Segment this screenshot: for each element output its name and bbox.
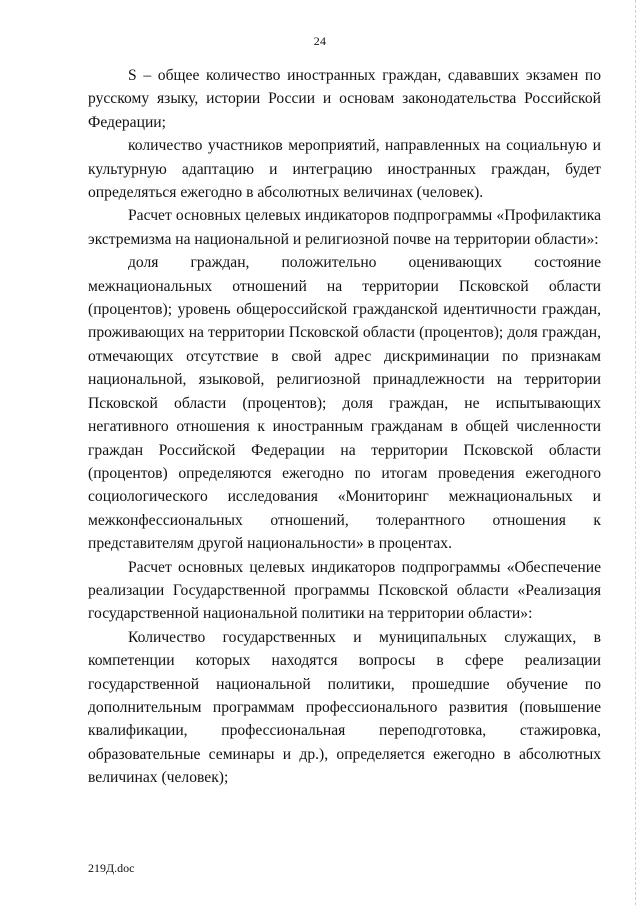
paragraph-extremism-indicators: доля граждан, положительно оценивающих состояние межнациональных отношений на территории Псковской области (процентов); уровень общероссийской гражданской идентичности граждан, проживающих на территории Псковской области (процентов); доля граждан, отмечающих отсутствие в свой адрес дискриминации по признакам национальной, языковой, религиозной принадлежности на территории Псковской области (процентов); доля граждан, не испытывающих негативного отношения к иностранным гражданам в общей численности граждан Российской Федерации на территории Псковской области (процентов) определяются ежегодно по итогам проведения ежегодного социологического исследования «Мониторинг межнациональных и межконфессиональных отношений, толерантного отношения к представителям другой национальности» в процентах. (88, 254, 601, 553)
paragraph-exam-count: S – общее количество иностранных граждан, сдававших экзамен по русскому языку, истории России и основам законодательства Российской Федерации; (88, 67, 601, 131)
footer-filename: 219Д.doc (88, 861, 135, 875)
page-number: 24 (313, 34, 327, 48)
paragraph-implementation-subprogram-heading: Расчет основных целевых индикаторов подпрограммы «Обеспечение реализации Государственной программы Псковской области «Реализация государственной национальной политики на территории области»: (88, 558, 601, 623)
paragraph-extremism-subprogram-heading: Расчет основных целевых индикаторов подпрограммы «Профилактика экстремизма на национальной и религиозной почве на территории области»: (88, 207, 601, 248)
document-body (88, 64, 601, 790)
scan-edge-line (634, 0, 636, 905)
paragraph-civil-servants-count: Количество государственных и муниципальных служащих, в компетенции которых находятся вопросы в сфере реализации государственной национальной политики, прошедшие обучение по дополнительным программам профессионального развития (повышение квалификации, профессиональная переподготовка, стажировка, образовательные семинары и др.), определяется ежегодно в абсолютных величинах (человек); (88, 628, 601, 787)
paragraph-participants-count: количество участников мероприятий, направленных на социальную и культурную адаптацию и интеграцию иностранных граждан, будет определяться ежегодно в абсолютных величинах (человек). (88, 137, 601, 202)
